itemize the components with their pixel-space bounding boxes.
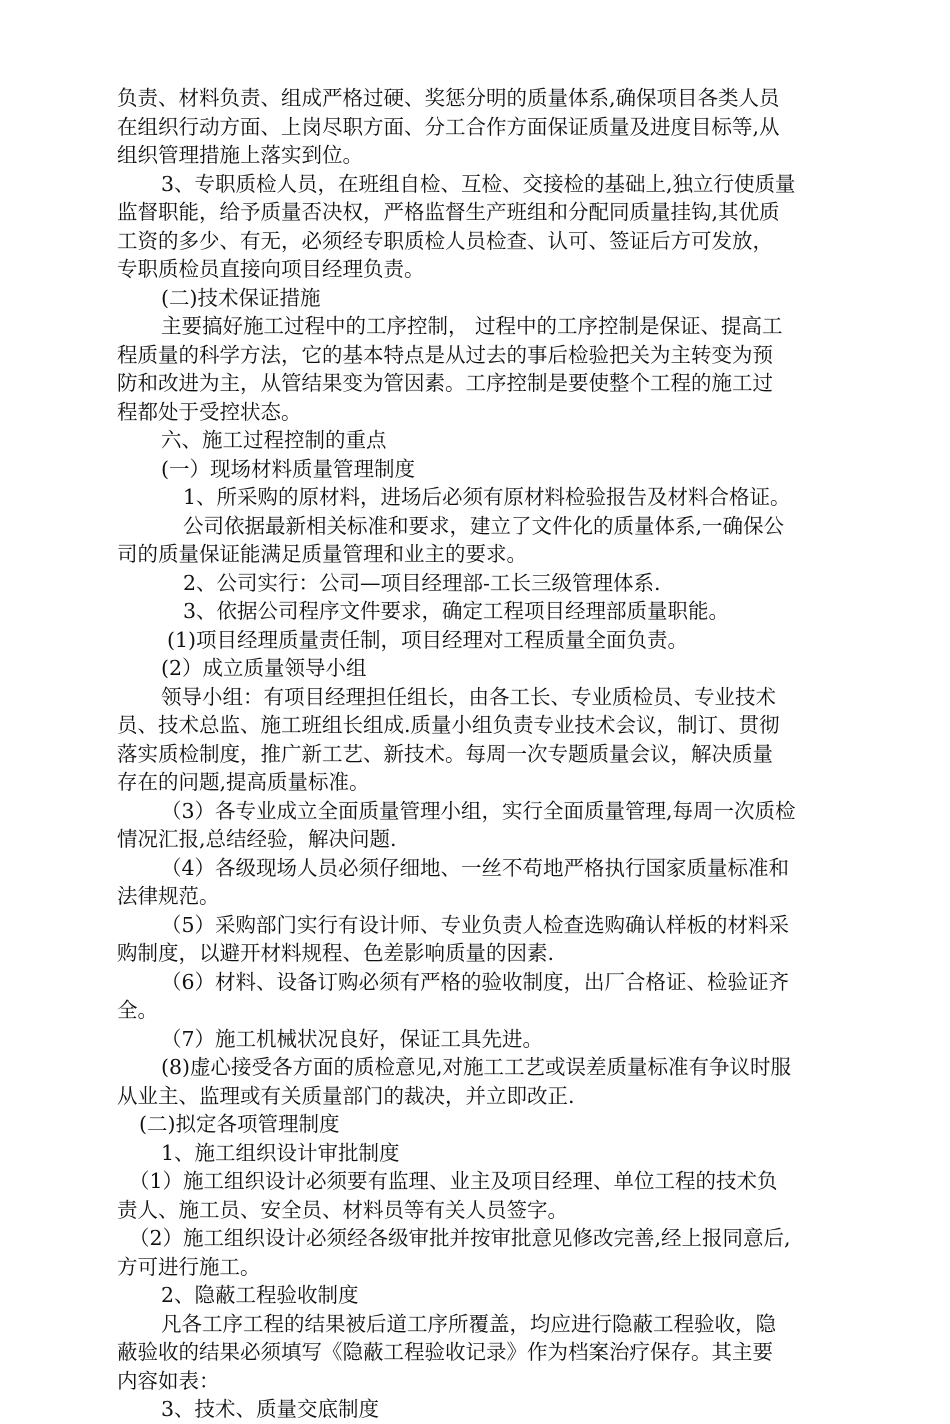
text-line: 领导小组：有项目经理担任组长，由各工长、专业质检员、专业技术 xyxy=(161,684,776,709)
text-line: （4）各级现场人员必须仔细地、一丝不苟地严格执行国家质量标准和 xyxy=(161,855,790,880)
text-line: 责人、施工员、安全员、材料员等有关人员签字。 xyxy=(117,1197,568,1222)
text-line: 员、技术总监、施工班组长组成.质量小组负责专业技术会议，制订、贯彻 xyxy=(117,713,780,737)
text-line: 内容如表： xyxy=(117,1368,220,1393)
text-line: 防和改进为主，从管结果变为管因素。工序控制是要使整个工程的施工过 xyxy=(117,371,773,395)
text-line: 程质量的科学方法，它的基本特点是从过去的事后检验把关为主转变为预 xyxy=(117,342,773,367)
text-line: (二)技术保证措施 xyxy=(161,285,321,310)
text-line: 法律规范。 xyxy=(117,884,220,908)
text-line: 2、公司实行：公司—项目经理部-工长三级管理体系. xyxy=(183,570,661,595)
text-line: 2、隐蔽工程验收制度 xyxy=(161,1283,359,1307)
text-line: 凡各工序工程的结果被后道工序所覆盖，均应进行隐蔽工程验收，隐 xyxy=(161,1311,776,1336)
text-line: 公司依据最新相关标准和要求，建立了文件化的质量体系,一确保公 xyxy=(183,513,785,538)
text-line: (二)拟定各项管理制度 xyxy=(139,1112,340,1136)
text-line: 监督职能，给予质量否决权，严格监督生产班组和分配同质量挂钩,其优质 xyxy=(117,200,780,224)
text-line: （5）采购部门实行有设计师、专业负责人检查选购确认样板的材料采 xyxy=(161,912,790,937)
text-line: 购制度，以避开材料规程、色差影响质量的因素. xyxy=(117,941,555,965)
text-line: 负责、材料负责、组成严格过硬、奖惩分明的质量体系,确保项目各类人员 xyxy=(117,86,780,110)
text-line: 专职质检员直接向项目经理负责。 xyxy=(117,257,425,281)
document-body xyxy=(117,84,857,1424)
text-line: 1、施工组织设计审批制度 xyxy=(161,1140,400,1165)
text-line: 主要搞好施工过程中的工序控制， 过程中的工序控制是保证、提高工 xyxy=(161,314,783,338)
text-line: 情况汇报,总结经验，解决问题. xyxy=(117,827,397,851)
text-line: 存在的问题,提高质量标准。 xyxy=(117,770,370,794)
text-line: (一）现场材料质量管理制度 xyxy=(161,456,415,481)
text-line: 程都处于受控状态。 xyxy=(117,399,302,424)
text-line: （3）各专业成立全面质量管理小组，实行全面质量管理,每周一次质检 xyxy=(161,798,796,823)
text-line: 3、依据公司程序文件要求，确定工程项目经理部质量职能。 xyxy=(183,599,730,623)
text-line: 3、专职质检人员，在班组自检、互检、交接检的基础上,独立行使质量 xyxy=(161,171,796,196)
text-line: 全。 xyxy=(117,998,158,1022)
text-line: （1）施工组织设计必须要有监理、业主及项目经理、单位工程的技术负 xyxy=(129,1169,778,1193)
text-line: 方可进行施工。 xyxy=(117,1254,261,1279)
text-line: (8)虚心接受各方面的质检意见,对施工工艺或误差质量标准有争议时服 xyxy=(161,1055,792,1079)
text-line: 司的质量保证能满足质量管理和业主的要求。 xyxy=(117,542,527,566)
text-line: （6）材料、设备订购必须有严格的验收制度，出厂合格证、检验证齐 xyxy=(161,969,790,994)
text-line: 工资的多少、有无，必须经专职质检人员检查、认可、签证后方可发放， xyxy=(117,228,773,253)
text-line: 从业主、监理或有关质量部门的裁决，并立即改正. xyxy=(117,1083,575,1108)
text-line: （7）施工机械状况良好，保证工具先进。 xyxy=(161,1026,544,1051)
text-line: 在组织行动方面、上岗尽职方面、分工合作方面保证质量及进度目标等,从 xyxy=(117,114,780,139)
text-line: 1、所采购的原材料，进场后必须有原材料检验报告及材料合格证。 xyxy=(183,485,791,509)
text-line: 组织管理措施上落实到位。 xyxy=(117,143,363,167)
text-line: 蔽验收的结果必须填写《隐蔽工程验收记录》作为档案治疗保存。其主要 xyxy=(117,1340,773,1364)
text-line: (2）成立质量领导小组 xyxy=(161,656,367,680)
text-line: (1)项目经理质量责任制，项目经理对工程质量全面负责。 xyxy=(167,627,689,652)
text-line: 六、施工过程控制的重点 xyxy=(161,428,387,452)
text-line: 落实质检制度，推广新工艺、新技术。每周一次专题质量会议，解决质量 xyxy=(117,741,773,766)
text-line: 3、技术、质量交底制度 xyxy=(161,1397,380,1421)
text-line: （2）施工组织设计必须经各级审批并按审批意见修改完善,经上报同意后, xyxy=(129,1226,791,1250)
